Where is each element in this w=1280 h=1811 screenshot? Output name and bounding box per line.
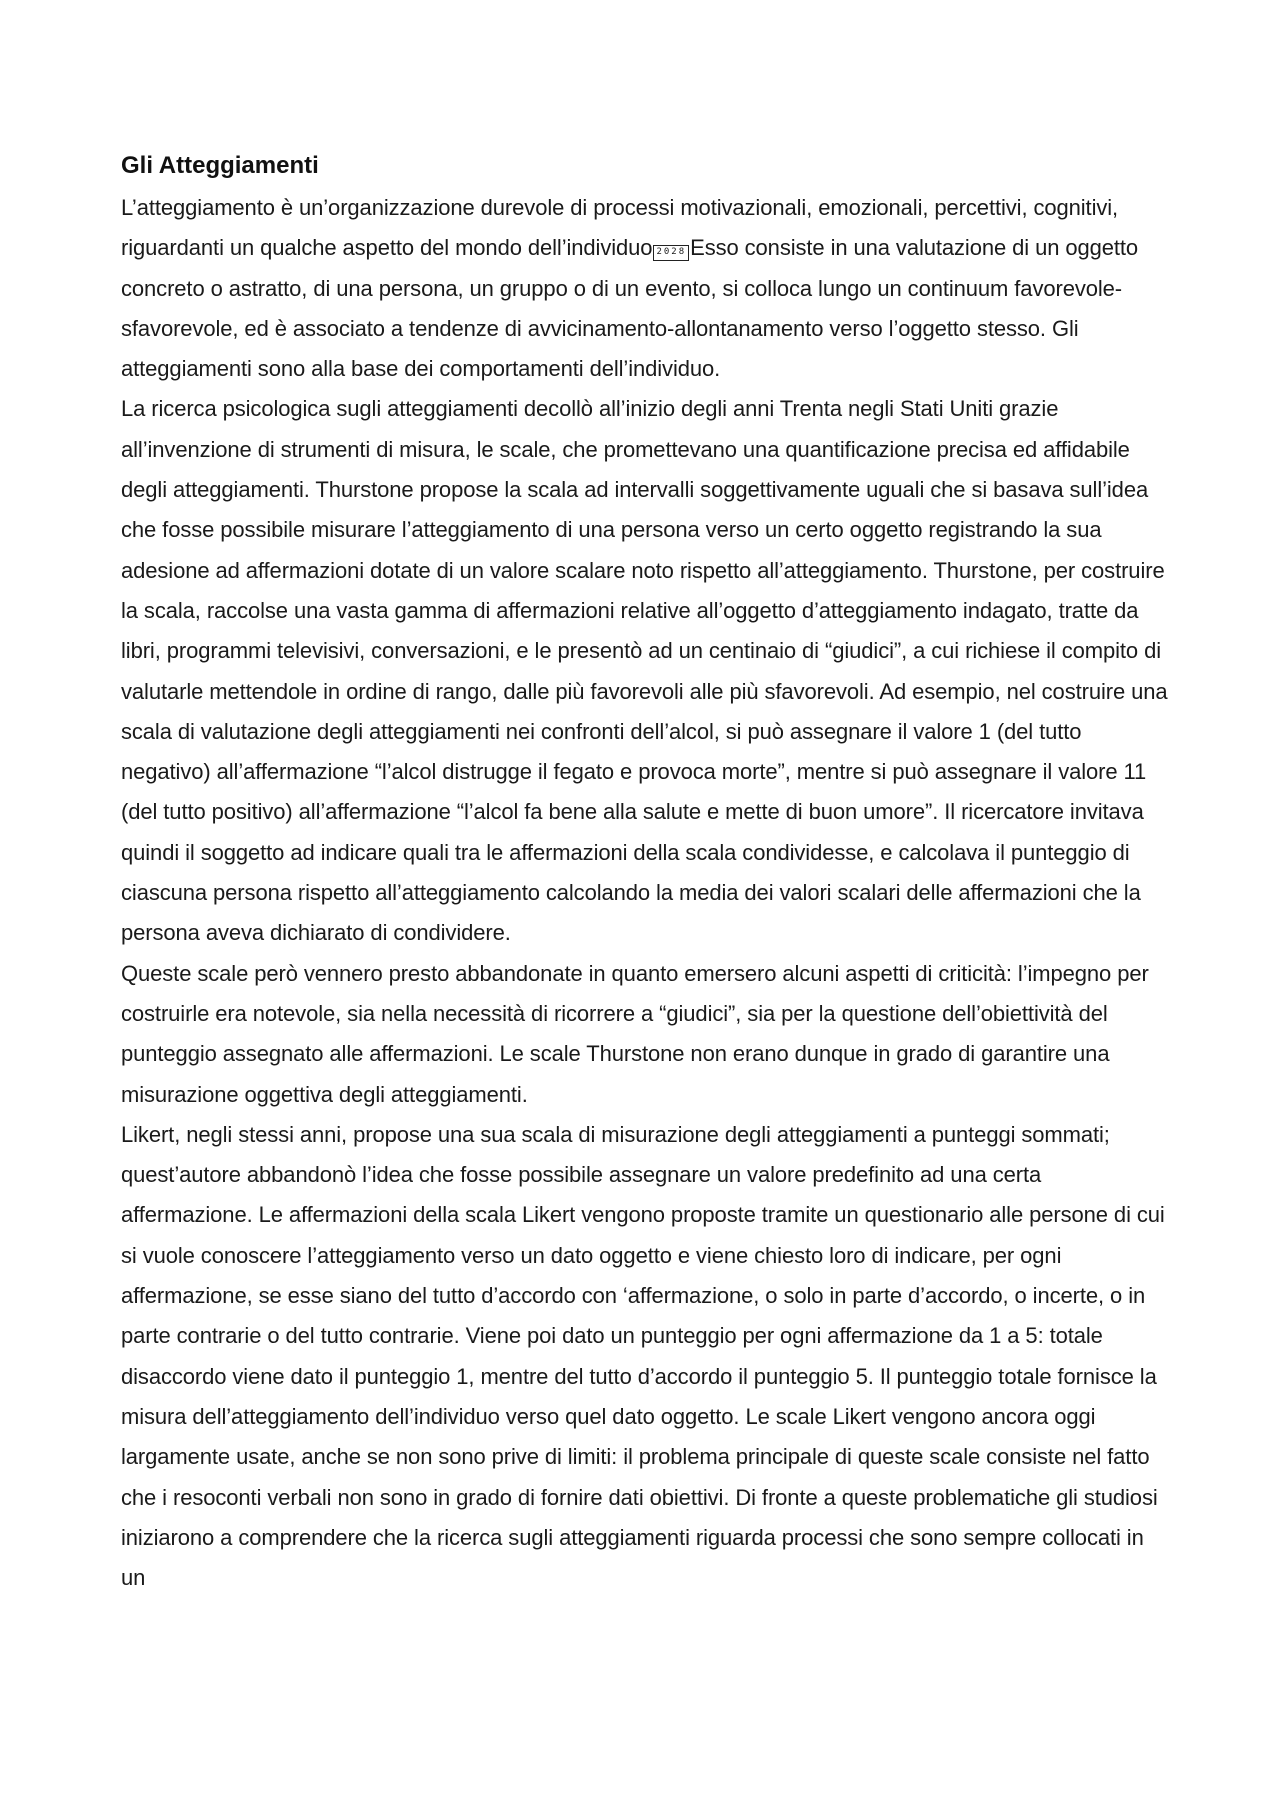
paragraph-likert: Likert, negli stessi anni, propose una sua scala di misurazione degli atteggiamenti a punteggi sommati; quest’autore abbandonò l’idea che fosse possibile assegnare un valore predefinito ad una certa affermazione. Le affermazioni della scala Likert vengono proposte tramite un questionario alle persone di cui si vuole conoscere l’atteggiamento verso un dato oggetto e viene chiesto loro di indicare, per ogni affermazione, se esse siano del tutto d’accordo con ‘affermazione, o solo in parte d’accordo, o incerte, o in parte contrarie o del tutto contrarie. Viene poi dato un punteggio per ogni affermazione da 1 a 5: totale disaccordo viene dato il punteggio 1, mentre del tutto d’accordo il punteggio 5. Il punteggio totale fornisce la misura dell’atteggiamento dell’individuo verso quel dato oggetto. Le scale Likert vengono ancora oggi largamente usate, anche se non sono prive di limiti: il problema principale di queste scale consiste nel fatto che i resoconti verbali non sono in grado di fornire dati obiettivi. Di fronte a queste problematiche gli studiosi iniziarono a comprendere che la ricerca sugli atteggiamenti riguarda processi che sono sempre collocati in un xyxy=(121,1121,1165,1591)
paragraph-definition xyxy=(121,188,1171,389)
paragraph-text: L’atteggiamento è un’organizzazione durevole di processi motivazionali, emozionali, percettivi, cognitivi, riguardanti un qualche aspetto del mondo dell’individuo xyxy=(121,195,1119,261)
paragraph-criticism: Queste scale però vennero presto abbandonate in quanto emersero alcuni aspetti di criticità: l’impegno per costruirle era notevole, sia nella necessità di ricorrere a “giudici”, sia per la questione dell’obiettività del punteggio assegnato alle affermazioni. Le scale Thurstone non erano dunque in grado di garantire una misurazione oggettiva degli atteggiamenti. xyxy=(121,960,1149,1107)
paragraph-text: Esso consiste in una valutazione di un oggetto concreto o astratto, di una persona, un gruppo o di un evento, si colloca lungo un continuum favorevole-sfavorevole, ed è associato a tendenze di avvicinamento-allontanamento verso l’oggetto stesso. Gli atteggiamenti sono alla base dei comportamenti dell’individuo. xyxy=(121,235,1139,382)
paragraph-thurstone: La ricerca psicologica sugli atteggiamenti decollò all’inizio degli anni Trenta negli Stati Uniti grazie all’invenzione di strumenti di misura, le scale, che promettevano una quantificazione precisa ed affidabile degli atteggiamenti. Thurstone propose la scala ad intervalli soggettivamente uguali che si basava sull’idea che fosse possibile misurare l’atteggiamento di una persona verso un certo oggetto registrando la sua adesione ad affermazioni dotate di un valore scalare noto rispetto all’atteggiamento. Thurstone, per costruire la scala, raccolse una vasta gamma di affermazioni relative all’oggetto d’atteggiamento indagato, tratte da libri, programmi televisivi, conversazioni, e le presentò ad un centinaio di “giudici”, a cui richiese il compito di valutarle mettendole in ordine di rango, dalle più favorevoli alle più sfavorevoli. Ad esempio, nel costruire una scala di valutazione degli atteggiamenti nei confronti dell’alcol, si può assegnare il valore 1 (del tutto negativo) all’affermazione “l’alcol distrugge il fegato e provoca morte”, mentre si può assegnare il valore 11 (del tutto positivo) all’affermazione “l’alcol fa bene alla salute e mette di buon umore”. Il ricercatore invitava quindi il soggetto ad indicare quali tra le affermazioni della scala condividesse, e calcolava il punteggio di ciascuna persona rispetto all’atteggiamento calcolando la media dei valori scalari delle affermazioni che la persona aveva dichiarato di condividere. xyxy=(121,396,1168,946)
missing-glyph-box: 2028 xyxy=(653,245,689,261)
document-body xyxy=(121,150,1171,1598)
page-title: Gli Atteggiamenti xyxy=(121,152,319,179)
